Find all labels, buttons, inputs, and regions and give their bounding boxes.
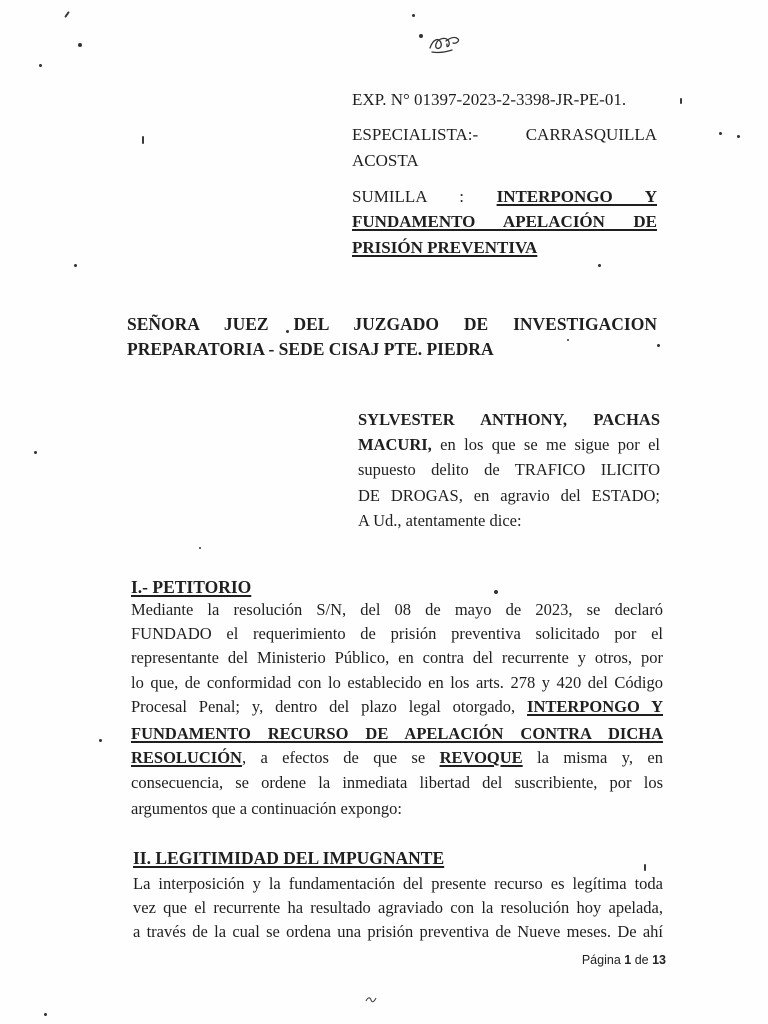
summary-line-1 xyxy=(352,185,657,209)
section-2-line: vez que el recurrente ha resultado agraviado con la resolución hoy apelada, xyxy=(133,898,663,917)
appellant-line-3: supuesto delito de TRAFICO ILICITO xyxy=(358,460,660,479)
section-1-heading: I.- PETITORIO xyxy=(131,577,252,597)
scan-speck xyxy=(34,451,37,454)
scan-speck xyxy=(598,264,601,267)
section-2-line: a través de la cual se ordena una prisión preventiva de Nueve meses. De ahí xyxy=(133,922,663,941)
appellant-name-line: SYLVESTER ANTHONY, PACHAS xyxy=(358,410,660,429)
summary-colon: : xyxy=(459,187,464,206)
section-1-line-text: Procesal Penal; y, dentro del plazo legal otorgado, xyxy=(131,697,528,716)
section-1-emphasis: INTERPONGO Y xyxy=(527,697,663,716)
section-1-emphasis: RESOLUCIÓN xyxy=(131,748,242,767)
scan-speck xyxy=(99,739,102,742)
scan-speck xyxy=(199,547,201,549)
summary-text: INTERPONGO Y xyxy=(496,187,658,206)
summary-label: SUMILLA xyxy=(352,187,427,206)
scan-speck xyxy=(364,994,378,1004)
section-1-line: FUNDAMENTO RECURSO DE APELACIÓN CONTRA DICHA xyxy=(131,724,663,743)
handwritten-initial-mark xyxy=(420,26,468,58)
specialist-line xyxy=(352,123,657,147)
scan-speck xyxy=(494,590,498,594)
section-1-line: argumentos que a continuación expongo: xyxy=(131,799,402,818)
appellant-name-end: MACURI, xyxy=(358,435,432,454)
of-word: de xyxy=(634,953,649,967)
scan-speck xyxy=(39,64,42,67)
scan-speck xyxy=(412,14,415,17)
section-1-line xyxy=(131,695,663,719)
section-1-line: representante del Ministerio Público, en contra del recurrente y otros, por xyxy=(131,648,663,667)
scan-speck xyxy=(719,132,722,135)
scan-speck xyxy=(74,264,77,267)
section-2-line: La interposición y la fundamentación del presente recurso es legítima toda xyxy=(133,874,663,893)
scan-speck xyxy=(142,136,144,144)
section-1-line-text: la misma y, en xyxy=(522,748,663,767)
addressee-line-1: SEÑORA JUEZ DEL JUZGADO DE INVESTIGACION xyxy=(127,314,657,334)
section-2-heading: II. LEGITIMIDAD DEL IMPUGNANTE xyxy=(133,848,445,868)
appellant-line-5: A Ud., atentamente dice: xyxy=(358,511,522,530)
section-1-line xyxy=(131,746,663,770)
summary-line-3: PRISIÓN PREVENTIVA xyxy=(352,238,538,257)
case-number: EXP. N° 01397-2023-2-3398-JR-PE-01. xyxy=(352,90,627,109)
specialist-label: ESPECIALISTA:- xyxy=(352,125,479,144)
summary-line-2: FUNDAMENTO APELACIÓN DE xyxy=(352,212,657,231)
page-total: 13 xyxy=(652,953,666,967)
section-1-line: lo que, de conformidad con lo establecido en los arts. 278 y 420 del Código xyxy=(131,673,663,692)
scan-speck xyxy=(644,864,646,871)
scan-speck xyxy=(657,344,660,347)
appellant-line-4: DE DROGAS, en agravio del ESTADO; xyxy=(358,486,660,505)
section-1-emphasis: REVOQUE xyxy=(439,748,523,767)
page-number: 1 xyxy=(624,953,632,967)
scan-speck xyxy=(680,98,682,104)
section-1-line-text: , a efectos de que se xyxy=(241,748,440,767)
section-1-line: FUNDADO el requerimiento de prisión preventiva solicitado por el xyxy=(131,624,663,643)
appellant-line-2-text: en los que se me sigue por el xyxy=(440,435,661,454)
scan-speck xyxy=(64,11,70,18)
scan-speck xyxy=(44,1013,47,1016)
page-number-footer xyxy=(582,952,666,968)
page-word: Página xyxy=(581,953,621,967)
appellant-line-2 xyxy=(358,433,660,457)
section-1-line: Mediante la resolución S/N, del 08 de mayo de 2023, se declaró xyxy=(131,600,663,619)
specialist-surname-2: ACOSTA xyxy=(352,151,419,170)
scan-speck xyxy=(419,34,423,38)
scan-speck xyxy=(78,43,82,47)
section-1-line: consecuencia, se ordene la inmediata libertad del suscribiente, por los xyxy=(131,773,663,792)
specialist-surname: CARRASQUILLA xyxy=(525,125,657,144)
addressee-line-2: PREPARATORIA - SEDE CISAJ PTE. PIEDRA xyxy=(127,339,494,359)
scan-speck xyxy=(737,135,740,138)
